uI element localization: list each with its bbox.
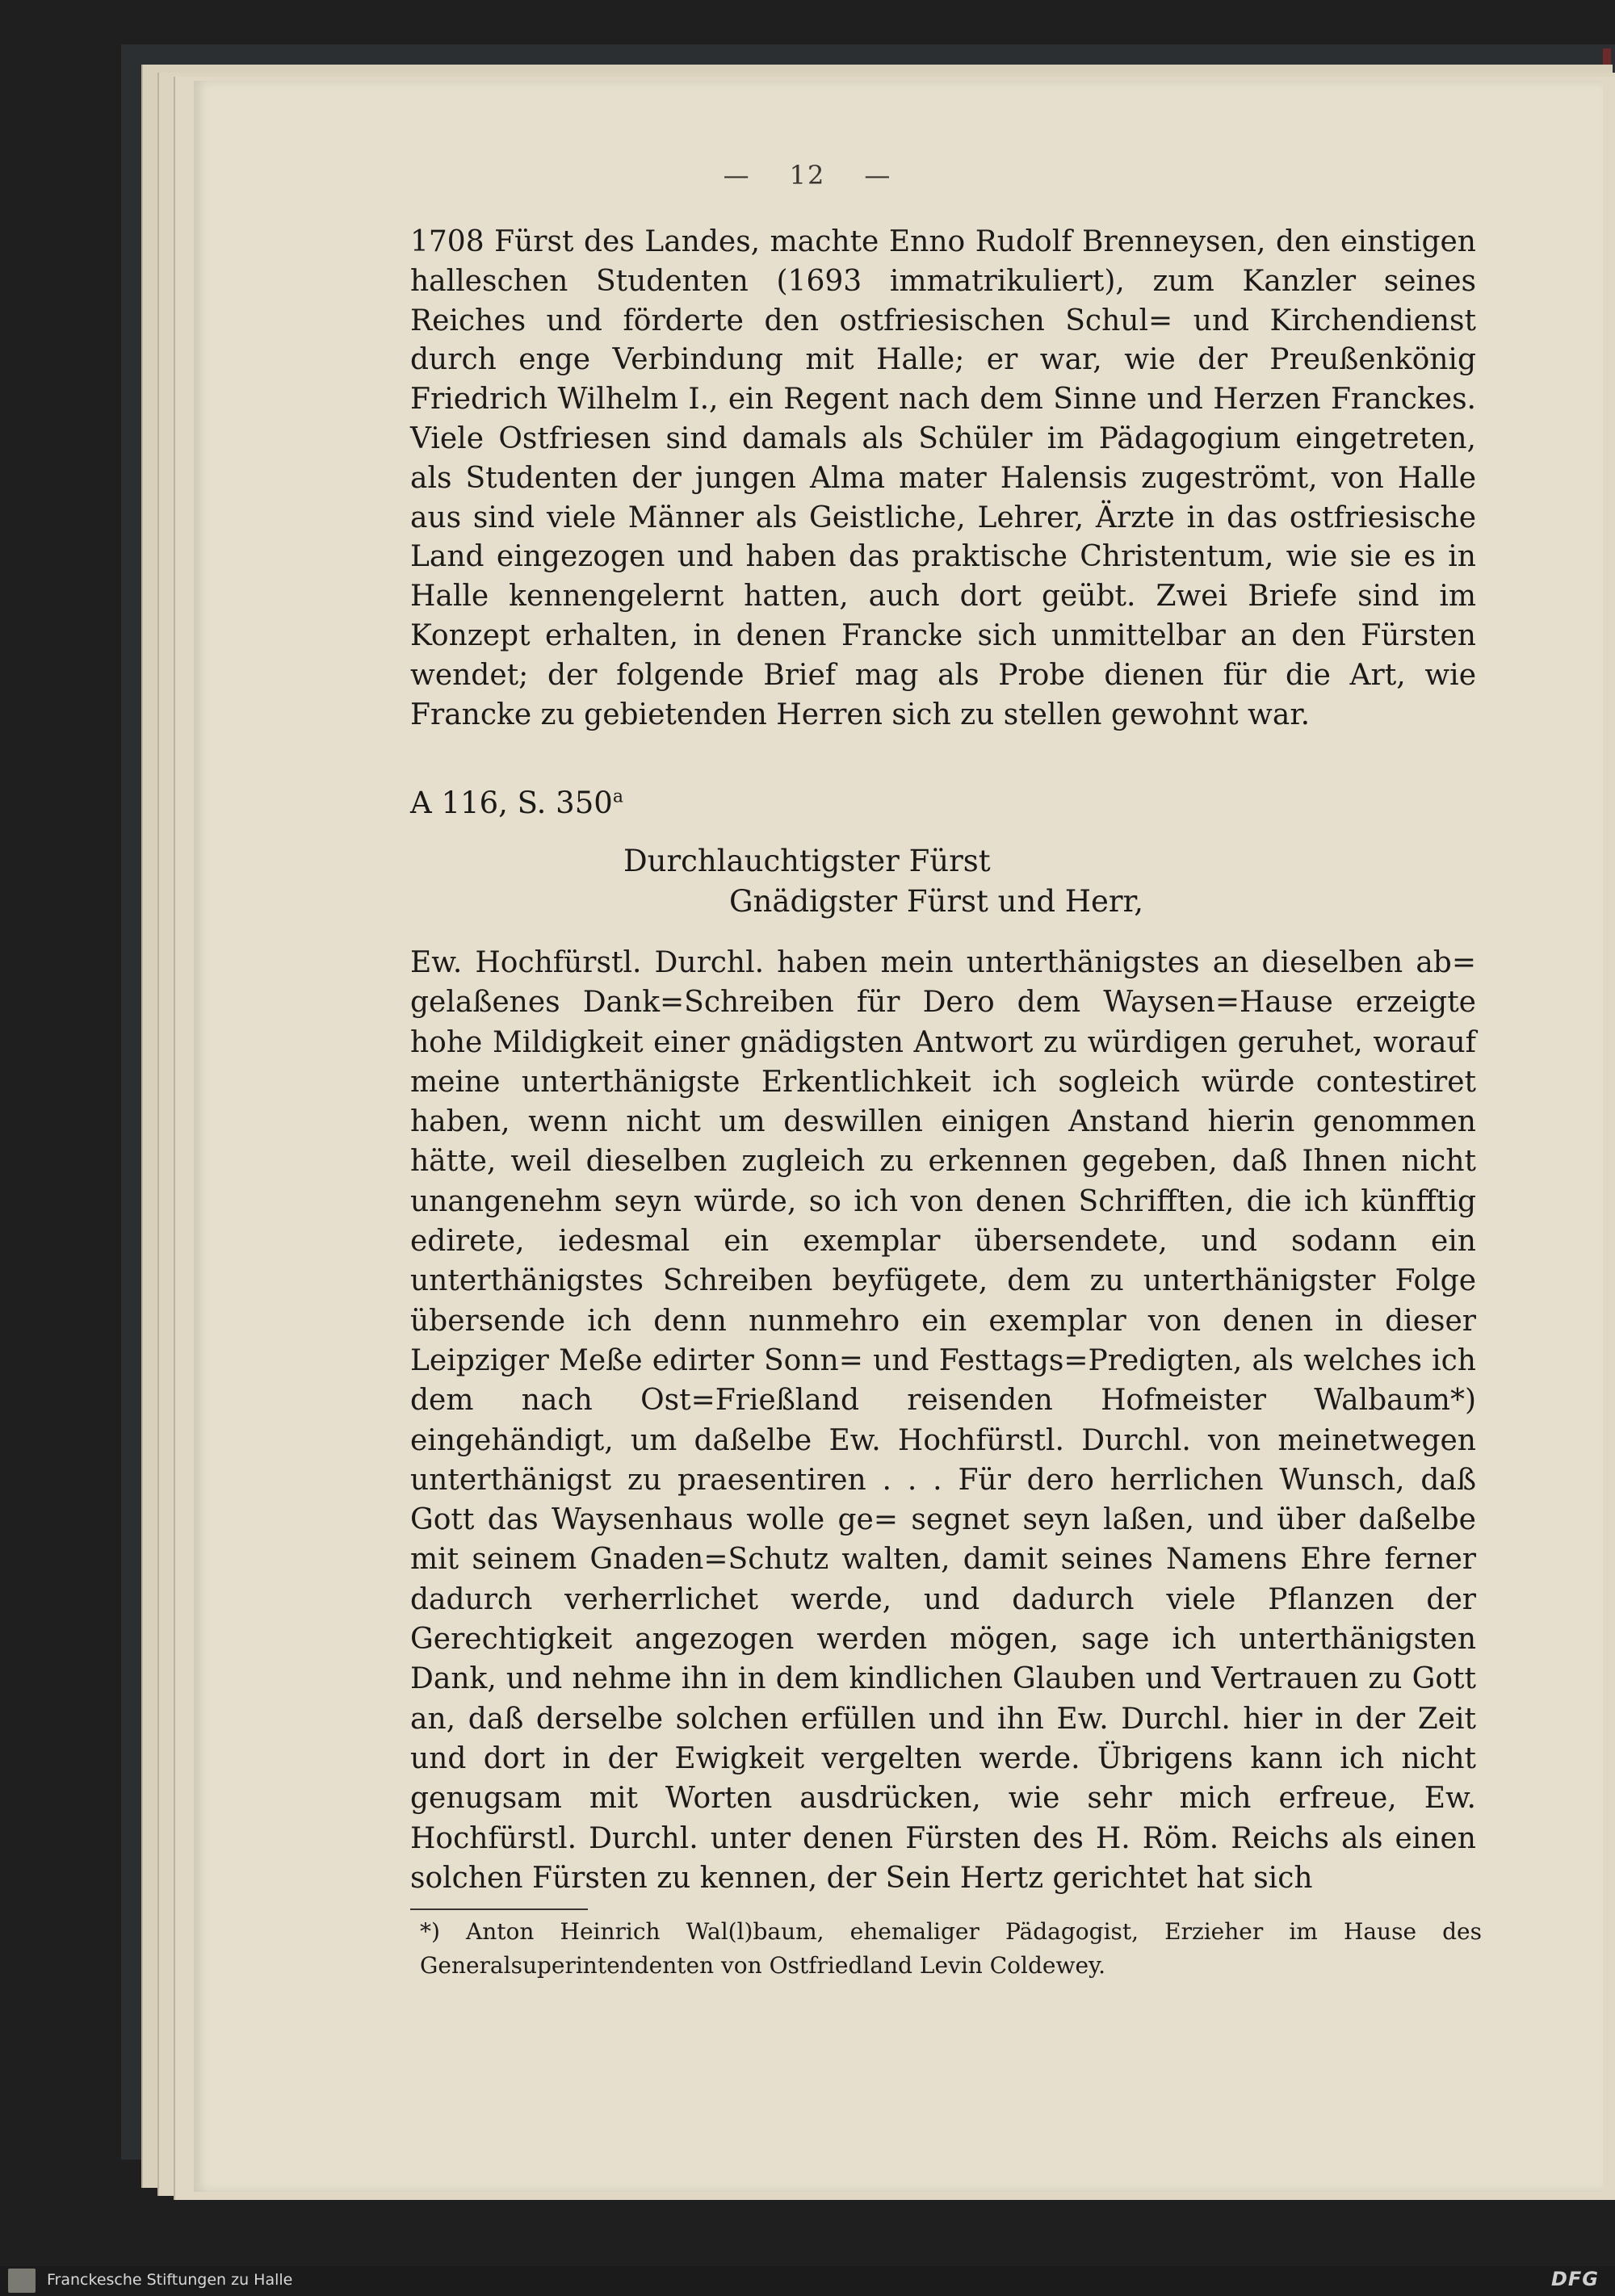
salutation-line-1: Durchlauchtigster Fürst bbox=[623, 844, 991, 878]
institution-name: Franckesche Stiftungen zu Halle bbox=[47, 2271, 293, 2289]
page-number-line bbox=[0, 160, 1615, 191]
intro-paragraph: 1708 Fürst des Landes, machte Enno Rudolf Brenneysen, den einstigen halleschen Studenten (1693 immatrikuliert), zum Kanzler seines Reiches und förderte den ostfriesischen Schul= und Kirchendienst durch enge Verbindung mit Halle; er war, wie der Preußenkönig Friedrich Wilhelm I., ein Regent nach dem Sinne und Herzen Franckes. Viele Ostfriesen sind damals als Schüler im Pädagogium eingetreten, als Studenten der jungen Alma mater Halensis zugeströmt, von Halle aus sind viele Männer als Geistliche, Lehrer, Ärzte in das ostfriesische Land eingezogen und haben das praktische Christentum, wie sie es in Halle kennengelernt hatten, auch dort geübt. Zwei Briefe sind im Konzept erhalten, in denen Francke sich unmittelbar an den Fürsten wendet; der folgende Brief mag als Probe dienen für die Art, wie Francke zu gebietenden Herren sich zu stellen gewohnt war. bbox=[410, 225, 1476, 731]
salutation-line-2: Gnädigster Fürst und Herr, bbox=[729, 884, 1143, 919]
archive-reference bbox=[410, 786, 623, 820]
dash-left: — bbox=[723, 160, 751, 191]
footnote: *) Anton Heinrich Wal(l)baum, ehemaliger Pädagogist, Erzieher im Hause des Generalsuperintendenten von Ostfriedland Levin Coldewey. bbox=[420, 1918, 1482, 1979]
footnote-rule bbox=[410, 1908, 588, 1910]
archive-reference-suffix: a bbox=[612, 786, 623, 807]
archive-reference-text: A 116, S. 350 bbox=[410, 786, 613, 820]
institution-logo bbox=[8, 2269, 36, 2293]
letter-text: Ew. Hochfürstl. Durchl. haben mein unterthänigstes an dieselben ab= gelaßenes Dank=Schreiben für Dero dem Waysen=Hause erzeigte hohe Mildigkeit einer gnädigsten Antwort zu würdigen geruhet, worauf meine unterthänigste Erkentlichkeit ich sogleich würde contestiret haben, wenn nicht um deswillen einigen Anstand hierin genommen hätte, weil dieselben zugleich zu erkennen gegeben, daß Ihnen nicht unangenehm seyn würde, so ich von denen Schrifften, die ich künfftig edirete, iedesmal ein exemplar übersendete, und sodann ein unterthänigstes Schreiben beyfügete, dem zu unterthänigster Folge übersende ich denn nunmehro ein exemplar von denen in dieser Leipziger Meße edirter Sonn= und Festtags=Predigten, als welches ich dem nach Ost=Frießland reisenden Hofmeister Walbaum*) eingehändigt, um daßelbe Ew. Hochfürstl. Durchl. von meinetwegen unterthänigst zu praesentiren . . . Für dero herrlichen Wunsch, daß Gott das Waysenhaus wolle ge= segnet seyn laßen, und über daßelbe mit seinem Gnaden=Schutz walten, damit seines Namens Ehre ferner dadurch verherrlichet werde, und dadurch viele Pflanzen der Gerechtigkeit angezogen werden mögen, sage ich unterthänigsten Dank, und nehme ihn in dem kindlichen Glauben und Vertrauen zu Gott an, daß derselbe solchen erfüllen und ihn Ew. Durchl. hier in der Zeit und dort in der Ewigkeit vergelten werde. Übrigens kann ich nicht genugsam mit Worten ausdrücken, wie sehr mich erfreue, Ew. Hochfürstl. Durchl. unter denen Fürsten des H. Röm. Reichs als einen solchen Fürsten zu kennen, der Sein Hertz gerichtet hat sich bbox=[410, 946, 1476, 1895]
dfg-logo: DFG bbox=[1550, 2268, 1599, 2290]
page-number: 12 bbox=[789, 160, 826, 191]
dash-right: — bbox=[864, 160, 892, 191]
